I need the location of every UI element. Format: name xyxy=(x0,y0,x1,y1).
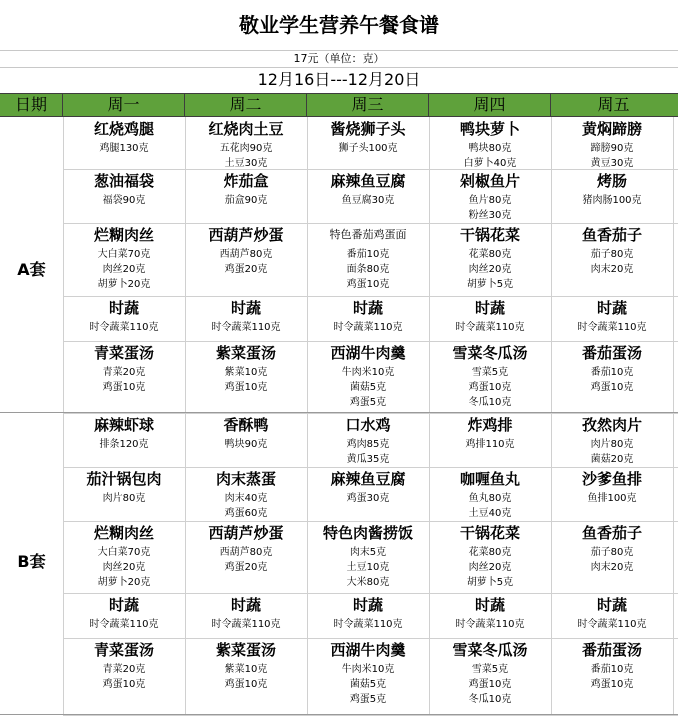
ingredient-amount: 鱼豆腐30克 xyxy=(341,195,395,206)
ingredient-amount: 黄瓜35克 xyxy=(346,454,390,465)
ingredient-amount: 肉片80克 xyxy=(102,493,146,504)
dish-name: 特色番茄鸡蛋面 xyxy=(329,228,407,241)
set-label: A套 xyxy=(17,260,46,279)
ingredient-amount: 时令蔬菜110克 xyxy=(211,619,281,630)
ingredient-amount: 时令蔬菜110克 xyxy=(333,619,403,630)
menu-cell xyxy=(551,593,673,632)
date-range: 12月16日---12月20日 xyxy=(257,70,421,89)
ingredient-amount: 鸡肉85克 xyxy=(346,439,390,450)
ingredient-amount: 冬瓜10克 xyxy=(468,397,512,408)
ingredient-amount: 菌菇20克 xyxy=(590,454,634,465)
dish-name: 雪菜冬瓜汤 xyxy=(452,344,528,362)
ingredient-amount: 西葫芦80克 xyxy=(219,547,273,558)
dish-name: 时蔬 xyxy=(474,596,505,614)
ingredient-amount: 胡萝卜20克 xyxy=(97,279,151,290)
menu-cell xyxy=(307,638,429,707)
dish-name: 时蔬 xyxy=(352,596,383,614)
ingredient-amount: 五花肉90克 xyxy=(219,143,273,154)
menu-cell xyxy=(551,413,673,467)
ingredient-amount: 茄盒90克 xyxy=(224,195,268,206)
header-monday: 周一 xyxy=(63,94,185,116)
menu-row xyxy=(63,521,678,593)
ingredient-amount: 肉末5克 xyxy=(349,547,387,558)
dish-name: 肉末蒸蛋 xyxy=(215,470,276,488)
row-divider xyxy=(63,715,678,716)
menu-cell xyxy=(63,223,185,292)
menu-cell xyxy=(429,638,551,707)
ingredient-amount: 肉末40克 xyxy=(224,493,268,504)
ingredient-amount: 鸡蛋20克 xyxy=(224,264,268,275)
ingredient-amount: 鸡蛋5克 xyxy=(349,397,387,408)
menu-cell xyxy=(551,223,673,277)
menu-cell xyxy=(63,296,185,335)
ingredient-amount: 大白菜70克 xyxy=(97,249,151,260)
menu-cell xyxy=(307,521,429,590)
ingredient-amount: 肉末20克 xyxy=(590,264,634,275)
dish-name: 干锅花菜 xyxy=(459,524,520,542)
ingredient-amount: 鸡排110克 xyxy=(465,439,515,450)
ingredient-amount: 鸡蛋10克 xyxy=(224,679,268,690)
menu-cell xyxy=(185,593,307,632)
dish-name: 时蔬 xyxy=(596,596,627,614)
ingredient-amount: 雪菜5克 xyxy=(471,367,509,378)
ingredient-amount: 胡萝卜5克 xyxy=(466,279,514,290)
set-label: B套 xyxy=(17,552,46,571)
menu-cell xyxy=(551,638,673,692)
dish-name: 青菜蛋汤 xyxy=(93,641,154,659)
dish-name: 时蔬 xyxy=(230,299,261,317)
dish-name: 西葫芦炒蛋 xyxy=(208,226,284,244)
dish-name: 黄焖蹄膀 xyxy=(581,120,642,138)
dish-name: 西湖牛肉羹 xyxy=(330,344,406,362)
dish-name: 香酥鸭 xyxy=(223,416,269,434)
ingredient-amount: 肉片80克 xyxy=(590,439,634,450)
dish-name: 时蔬 xyxy=(108,299,139,317)
dish-name: 干锅花菜 xyxy=(459,226,520,244)
ingredient-amount: 鸡蛋30克 xyxy=(346,493,390,504)
ingredient-amount: 时令蔬菜110克 xyxy=(89,322,159,333)
menu-cell xyxy=(185,638,307,692)
menu-cell xyxy=(429,341,551,410)
menu-cell xyxy=(185,296,307,335)
dish-name: 紫菜蛋汤 xyxy=(215,641,276,659)
ingredient-amount: 菌菇5克 xyxy=(349,679,387,690)
menu-cell xyxy=(551,341,673,395)
menu-cell xyxy=(185,223,307,277)
dish-name: 烂糊肉丝 xyxy=(93,226,154,244)
ingredient-amount: 花菜80克 xyxy=(468,249,512,260)
menu-title: 敬业学生营养午餐食谱 xyxy=(239,13,439,37)
ingredient-amount: 时令蔬菜110克 xyxy=(211,322,281,333)
menu-cell xyxy=(185,117,307,171)
ingredient-amount: 肉丝20克 xyxy=(468,562,512,573)
dish-name: 时蔬 xyxy=(596,299,627,317)
ingredient-amount: 土豆30克 xyxy=(224,158,268,169)
dish-name: 时蔬 xyxy=(108,596,139,614)
ingredient-amount: 茄子80克 xyxy=(590,249,634,260)
menu-cell xyxy=(429,521,551,590)
ingredient-amount: 时令蔬菜110克 xyxy=(89,619,159,630)
ingredient-amount: 鸡蛋10克 xyxy=(590,382,634,393)
dish-name: 时蔬 xyxy=(230,596,261,614)
menu-cell xyxy=(185,169,307,208)
ingredient-amount: 白萝卜40克 xyxy=(463,158,517,169)
ingredient-amount: 时令蔬菜110克 xyxy=(333,322,403,333)
ingredient-amount: 鸡腿130克 xyxy=(99,143,149,154)
dish-name: 鸭块萝卜 xyxy=(459,120,520,138)
ingredient-amount: 鸭块80克 xyxy=(468,143,512,154)
dish-name: 西葫芦炒蛋 xyxy=(208,524,284,542)
ingredient-amount: 鱼排100克 xyxy=(587,493,637,504)
dish-name: 西湖牛肉羹 xyxy=(330,641,406,659)
menu-row xyxy=(63,341,678,413)
ingredient-amount: 胡萝卜20克 xyxy=(97,577,151,588)
ingredient-amount: 紫菜10克 xyxy=(224,367,268,378)
ingredient-amount: 冬瓜10克 xyxy=(468,694,512,705)
header-wednesday: 周三 xyxy=(307,94,429,116)
dish-name: 红烧鸡腿 xyxy=(93,120,154,138)
menu-row xyxy=(63,467,678,521)
dish-name: 番茄蛋汤 xyxy=(581,641,642,659)
menu-cell xyxy=(429,169,551,223)
ingredient-amount: 鸡蛋10克 xyxy=(590,679,634,690)
ingredient-amount: 时令蔬菜110克 xyxy=(455,619,525,630)
dish-name: 特色肉酱捞饭 xyxy=(322,524,413,542)
menu-cell xyxy=(63,467,185,506)
ingredient-amount: 鱼片80克 xyxy=(468,195,512,206)
dish-name: 红烧肉土豆 xyxy=(208,120,284,138)
ingredient-amount: 肉丝20克 xyxy=(468,264,512,275)
ingredient-amount: 雪菜5克 xyxy=(471,664,509,675)
ingredient-amount: 茄子80克 xyxy=(590,547,634,558)
ingredient-amount: 肉丝20克 xyxy=(102,264,146,275)
ingredient-amount: 青菜20克 xyxy=(102,367,146,378)
menu-row xyxy=(63,117,678,169)
ingredient-amount: 鱼丸80克 xyxy=(468,493,512,504)
menu-row xyxy=(63,169,678,223)
dish-name: 口水鸡 xyxy=(345,416,391,434)
ingredient-amount: 黄豆30克 xyxy=(590,158,634,169)
menu-cell xyxy=(551,521,673,575)
dish-name: 时蔬 xyxy=(352,299,383,317)
dish-name: 剁椒鱼片 xyxy=(459,172,520,190)
ingredient-amount: 番茄10克 xyxy=(590,664,634,675)
dish-name: 青菜蛋汤 xyxy=(93,344,154,362)
ingredient-amount: 菌菇5克 xyxy=(349,382,387,393)
dish-name: 烤肠 xyxy=(596,172,627,190)
ingredient-amount: 排条120克 xyxy=(99,439,149,450)
menu-cell xyxy=(307,413,429,467)
menu-cell xyxy=(63,593,185,632)
dish-name: 雪菜冬瓜汤 xyxy=(452,641,528,659)
dish-name: 茄汁锅包肉 xyxy=(86,470,162,488)
header-friday: 周五 xyxy=(597,95,630,114)
dish-name: 咖喱鱼丸 xyxy=(459,470,520,488)
menu-cell xyxy=(429,296,551,335)
dish-name: 沙爹鱼排 xyxy=(581,470,642,488)
ingredient-amount: 福袋90克 xyxy=(102,195,146,206)
menu-cell xyxy=(63,413,185,452)
ingredient-amount: 胡萝卜5克 xyxy=(466,577,514,588)
menu-cell xyxy=(185,341,307,395)
menu-cell xyxy=(429,117,551,171)
menu-cell xyxy=(307,296,429,335)
ingredient-amount: 猪肉肠100克 xyxy=(582,195,642,206)
ingredient-amount: 土豆10克 xyxy=(346,562,390,573)
ingredient-amount: 狮子头100克 xyxy=(338,143,398,154)
ingredient-amount: 肉丝20克 xyxy=(102,562,146,573)
dish-name: 孜然肉片 xyxy=(581,416,642,434)
header-tuesday: 周二 xyxy=(185,94,307,116)
menu-cell xyxy=(185,521,307,575)
menu-cell xyxy=(551,117,673,171)
ingredient-amount: 牛肉米10克 xyxy=(341,664,395,675)
set-section xyxy=(0,117,678,413)
ingredient-amount: 鸡蛋10克 xyxy=(346,279,390,290)
ingredient-amount: 肉末20克 xyxy=(590,562,634,573)
dish-name: 时蔬 xyxy=(474,299,505,317)
menu-row xyxy=(63,638,678,715)
ingredient-amount: 鸭块90克 xyxy=(224,439,268,450)
menu-cell xyxy=(429,593,551,632)
menu-cell xyxy=(429,413,551,452)
dish-name: 鱼香茄子 xyxy=(581,226,642,244)
ingredient-amount: 鸡蛋10克 xyxy=(468,382,512,393)
dish-name: 葱油福袋 xyxy=(93,172,154,190)
menu-cell xyxy=(307,223,429,292)
ingredient-amount: 大米80克 xyxy=(346,577,390,588)
menu-cell xyxy=(307,117,429,156)
menu-cell xyxy=(63,341,185,395)
ingredient-amount: 时令蔬菜110克 xyxy=(455,322,525,333)
header-thursday: 周四 xyxy=(429,94,551,116)
menu-cell xyxy=(63,638,185,692)
dish-name: 烂糊肉丝 xyxy=(93,524,154,542)
menu-row xyxy=(63,296,678,341)
dish-name: 麻辣鱼豆腐 xyxy=(330,470,406,488)
dish-name: 酱烧狮子头 xyxy=(330,120,406,138)
ingredient-amount: 西葫芦80克 xyxy=(219,249,273,260)
menu-cell xyxy=(429,467,551,521)
dish-name: 炸鸡排 xyxy=(467,416,513,434)
ingredient-amount: 面条80克 xyxy=(346,264,390,275)
menu-cell xyxy=(307,169,429,208)
menu-row xyxy=(63,413,678,467)
ingredient-amount: 鸡蛋20克 xyxy=(224,562,268,573)
menu-cell xyxy=(429,223,551,292)
dish-name: 番茄蛋汤 xyxy=(581,344,642,362)
menu-cell xyxy=(307,341,429,410)
menu-cell xyxy=(307,593,429,632)
ingredient-amount: 时令蔬菜110克 xyxy=(577,619,647,630)
dish-name: 鱼香茄子 xyxy=(581,524,642,542)
ingredient-amount: 鸡蛋10克 xyxy=(102,679,146,690)
section-divider xyxy=(0,714,678,715)
menu-row xyxy=(63,223,678,296)
ingredient-amount: 番茄10克 xyxy=(590,367,634,378)
ingredient-amount: 番茄10克 xyxy=(346,249,390,260)
menu-cell xyxy=(63,117,185,156)
dish-name: 炸茄盒 xyxy=(223,172,269,190)
price-unit-note: 17元（单位：克） xyxy=(0,50,678,68)
ingredient-amount: 鸡蛋10克 xyxy=(224,382,268,393)
menu-cell xyxy=(307,467,429,506)
ingredient-amount: 紫菜10克 xyxy=(224,664,268,675)
menu-cell xyxy=(63,521,185,590)
weekday-header xyxy=(0,93,678,117)
menu-cell xyxy=(185,413,307,452)
menu-row xyxy=(63,593,678,638)
ingredient-amount: 蹄膀90克 xyxy=(590,143,634,154)
ingredient-amount: 牛肉米10克 xyxy=(341,367,395,378)
ingredient-amount: 粉丝30克 xyxy=(468,210,512,221)
ingredient-amount: 鸡蛋5克 xyxy=(349,694,387,705)
menu-cell xyxy=(551,169,673,208)
ingredient-amount: 青菜20克 xyxy=(102,664,146,675)
menu-cell xyxy=(63,169,185,208)
header-date: 日期 xyxy=(0,94,63,116)
ingredient-amount: 鸡蛋10克 xyxy=(468,679,512,690)
ingredient-amount: 鸡蛋60克 xyxy=(224,508,268,519)
ingredient-amount: 花菜80克 xyxy=(468,547,512,558)
ingredient-amount: 时令蔬菜110克 xyxy=(577,322,647,333)
dish-name: 麻辣鱼豆腐 xyxy=(330,172,406,190)
set-section xyxy=(0,413,678,715)
menu-cell xyxy=(551,467,673,506)
menu-cell xyxy=(185,467,307,521)
ingredient-amount: 大白菜70克 xyxy=(97,547,151,558)
dish-name: 麻辣虾球 xyxy=(93,416,154,434)
dish-name: 紫菜蛋汤 xyxy=(215,344,276,362)
ingredient-amount: 土豆40克 xyxy=(468,508,512,519)
ingredient-amount: 鸡蛋10克 xyxy=(102,382,146,393)
menu-cell xyxy=(551,296,673,335)
